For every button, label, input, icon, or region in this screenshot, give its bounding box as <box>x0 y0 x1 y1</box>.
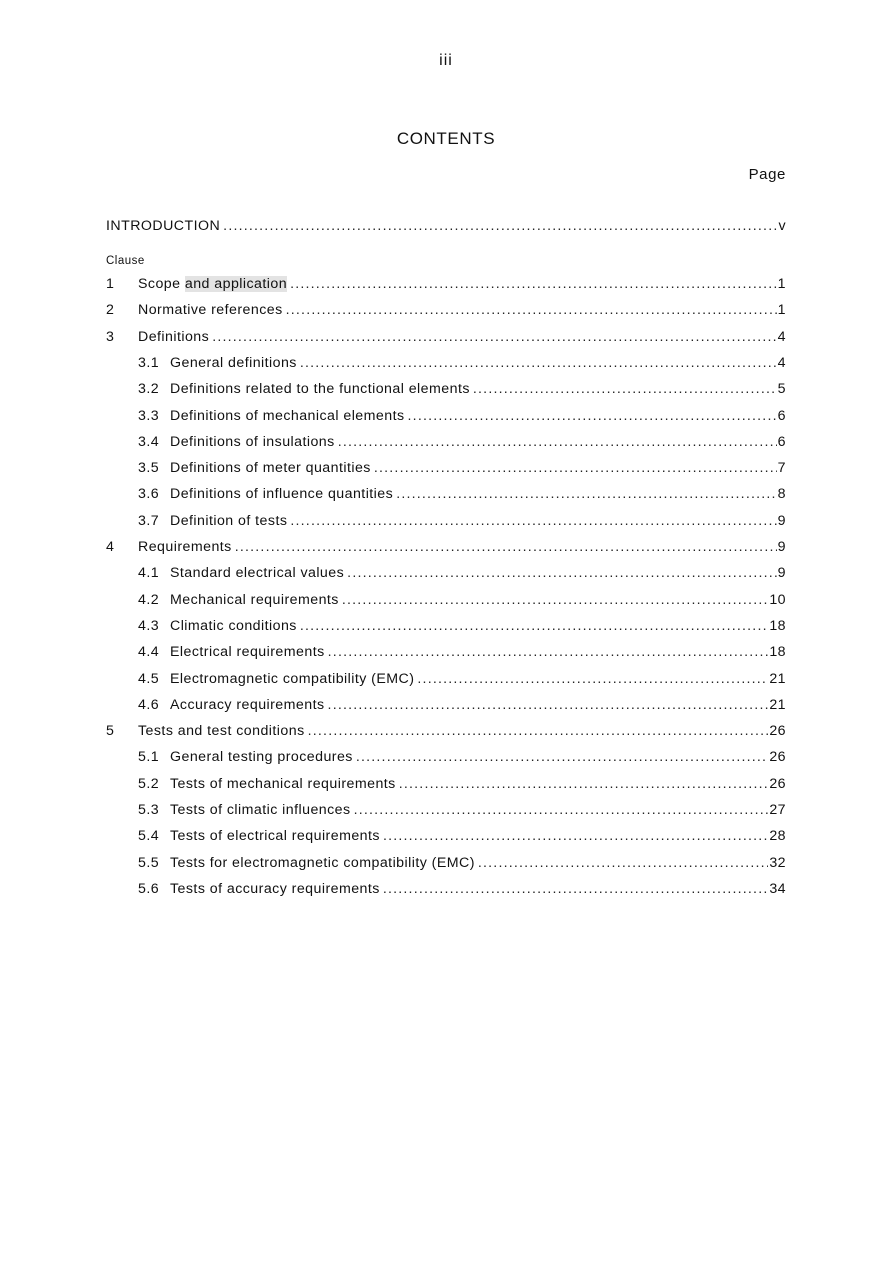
toc-entry-5-3[interactable] <box>106 802 786 822</box>
leader-dots <box>399 776 769 792</box>
toc-entry-page: 4 <box>777 354 786 371</box>
leader-dots <box>396 486 776 502</box>
toc-entry-5-5[interactable] <box>106 855 786 875</box>
contents-title: CONTENTS <box>396 129 496 148</box>
toc-entry-4-3[interactable] <box>106 618 786 638</box>
leader-dots <box>417 671 768 687</box>
leader-dots <box>300 618 768 634</box>
toc-entry-number: 3.2 <box>138 381 160 398</box>
toc-entry-number: 3.7 <box>138 512 160 529</box>
toc-entry-number: 3.1 <box>138 354 160 371</box>
toc-entry-title: Accuracy requirements <box>170 696 325 713</box>
leader-dots <box>300 355 777 371</box>
toc-entry-page: 4 <box>777 328 786 345</box>
toc-entry-number: 5.3 <box>138 802 160 818</box>
toc-entry-title: Definitions of meter quantities <box>170 460 371 477</box>
toc-entry-title: Electrical requirements <box>170 644 325 661</box>
toc-entry-5-1[interactable] <box>106 749 786 769</box>
toc-entry-page: 26 <box>769 723 786 740</box>
toc-entry-page: 9 <box>777 565 786 582</box>
toc-entry-title: General definitions <box>170 354 297 371</box>
toc-entry-title: INTRODUCTION <box>106 218 221 234</box>
toc-entry-title: Definitions <box>138 328 210 345</box>
leader-dots <box>473 381 777 397</box>
toc-entry-1[interactable] <box>106 276 786 296</box>
toc-entry-5-2[interactable] <box>106 776 786 796</box>
toc-entry-4[interactable] <box>106 539 786 559</box>
toc-entry-title: Standard electrical values <box>170 565 345 582</box>
toc-entry-title: Definitions of insulations <box>170 433 335 450</box>
leader-dots <box>354 802 769 818</box>
toc-entry-number: 4.2 <box>138 591 160 608</box>
toc-entry-page: 21 <box>769 670 786 687</box>
toc-entry-title: Normative references <box>138 302 283 319</box>
toc-entry-number: 3.6 <box>138 486 160 503</box>
toc-entry-5[interactable] <box>106 723 786 743</box>
toc-entry-4-4[interactable] <box>106 644 786 664</box>
toc-entry-title: General testing procedures <box>170 749 353 766</box>
toc-entry-page: 26 <box>769 775 786 792</box>
toc-entry-title: Definitions of influence quantities <box>170 486 394 503</box>
toc-entry-4-2[interactable] <box>106 592 786 612</box>
toc-entry-title: Mechanical requirements <box>170 591 339 608</box>
toc-entry-2[interactable] <box>106 302 786 322</box>
toc-entry-title: Requirements <box>138 539 232 555</box>
toc-entry-page: 5 <box>777 381 786 398</box>
toc-entry-title: Definition of tests <box>170 512 288 529</box>
toc-entry-page: 27 <box>769 802 786 818</box>
toc-entry-page: 9 <box>777 539 786 555</box>
toc-entry-number: 4.3 <box>138 617 160 634</box>
toc-entry-3-7[interactable] <box>106 513 786 533</box>
toc-entry-number: 5.5 <box>138 854 160 871</box>
toc-entry-page: 34 <box>769 880 786 897</box>
toc-entry-number: 5.4 <box>138 828 160 845</box>
toc-entry-number: 5 <box>106 723 115 740</box>
toc-entry-number: 4.4 <box>138 644 160 661</box>
toc-entry-page: 7 <box>777 460 786 477</box>
toc-entry-page: 18 <box>769 617 786 634</box>
leader-dots <box>338 434 777 450</box>
leader-dots <box>212 329 776 345</box>
toc-entry-introduction[interactable] <box>106 218 786 238</box>
toc-entry-number: 5.2 <box>138 775 160 792</box>
toc-entry-page: 6 <box>777 407 786 424</box>
toc-entry-number: 4 <box>106 539 115 555</box>
toc-entry-number: 3.5 <box>138 460 160 477</box>
clause-label: Clause <box>106 255 145 267</box>
toc-entry-4-1[interactable] <box>106 565 786 585</box>
toc-entry-title: Tests and test conditions <box>138 723 305 740</box>
leader-dots <box>328 697 769 713</box>
leader-dots <box>328 644 769 660</box>
toc-entry-title: Climatic conditions <box>170 617 297 634</box>
leader-dots <box>290 513 776 529</box>
toc-entry-3-3[interactable] <box>106 408 786 428</box>
toc-entry-3-1[interactable] <box>106 355 786 375</box>
toc-entry-5-6[interactable] <box>106 881 786 901</box>
toc-entry-title: Tests of climatic influences <box>170 802 351 818</box>
leader-dots <box>223 218 777 234</box>
leader-dots <box>478 855 768 871</box>
toc-entry-number: 2 <box>106 302 115 319</box>
toc-entry-number: 5.1 <box>138 749 160 766</box>
page-column-heading: Page <box>748 166 786 183</box>
toc-entry-number: 3.3 <box>138 407 160 424</box>
toc-entry-number: 4.1 <box>138 565 160 582</box>
leader-dots <box>286 302 777 318</box>
toc-entry-4-5[interactable] <box>106 671 786 691</box>
toc-entry-number: 5.6 <box>138 880 160 897</box>
leader-dots <box>356 749 768 765</box>
toc-entry-5-4[interactable] <box>106 828 786 848</box>
toc-entry-page: 28 <box>769 828 786 845</box>
leader-dots <box>342 592 768 608</box>
toc-entry-title: Scope and application <box>138 276 288 292</box>
toc-entry-page: 18 <box>769 644 786 661</box>
highlighted-text: and application <box>184 276 288 292</box>
toc-entry-3-6[interactable] <box>106 486 786 506</box>
toc-entry-title: Definitions related to the functional elements <box>170 381 470 398</box>
toc-entry-number: 4.6 <box>138 696 160 713</box>
leader-dots <box>383 828 768 844</box>
toc-entry-page: v <box>778 218 786 234</box>
leader-dots <box>308 723 769 739</box>
toc-entry-number: 1 <box>106 276 115 292</box>
toc-entry-4-6[interactable] <box>106 697 786 717</box>
leader-dots <box>235 539 777 555</box>
toc-entry-3[interactable] <box>106 329 786 349</box>
leader-dots <box>383 881 768 897</box>
toc-entry-title: Tests of electrical requirements <box>170 828 380 845</box>
leader-dots <box>290 276 777 292</box>
toc-entry-page: 1 <box>777 302 786 319</box>
toc-entry-page: 1 <box>777 276 786 292</box>
toc-entry-page: 32 <box>769 854 786 871</box>
leader-dots <box>374 460 777 476</box>
toc-entry-title: Electromagnetic compatibility (EMC) <box>170 670 415 687</box>
toc-entry-3-2[interactable] <box>106 381 786 401</box>
toc-entry-3-5[interactable] <box>106 460 786 480</box>
toc-entry-3-4[interactable] <box>106 434 786 454</box>
toc-entry-title: Tests for electromagnetic compatibility (EMC) <box>170 854 475 871</box>
toc-entry-title: Definitions of mechanical elements <box>170 407 405 424</box>
leader-dots <box>347 565 776 581</box>
toc-entry-page: 21 <box>769 696 786 713</box>
toc-entry-number: 4.5 <box>138 670 160 687</box>
leader-dots <box>408 408 777 424</box>
page-number: iii <box>439 52 453 69</box>
toc-entry-page: 9 <box>777 512 786 529</box>
toc-entry-page: 6 <box>777 433 786 450</box>
toc-entry-title: Tests of mechanical requirements <box>170 775 396 792</box>
toc-entry-page: 8 <box>777 486 786 503</box>
toc-entry-number: 3 <box>106 328 115 345</box>
toc-entry-number: 3.4 <box>138 433 160 450</box>
toc-entry-title: Tests of accuracy requirements <box>170 880 380 897</box>
toc-entry-page: 26 <box>769 749 786 766</box>
toc-entry-page: 10 <box>769 591 786 608</box>
